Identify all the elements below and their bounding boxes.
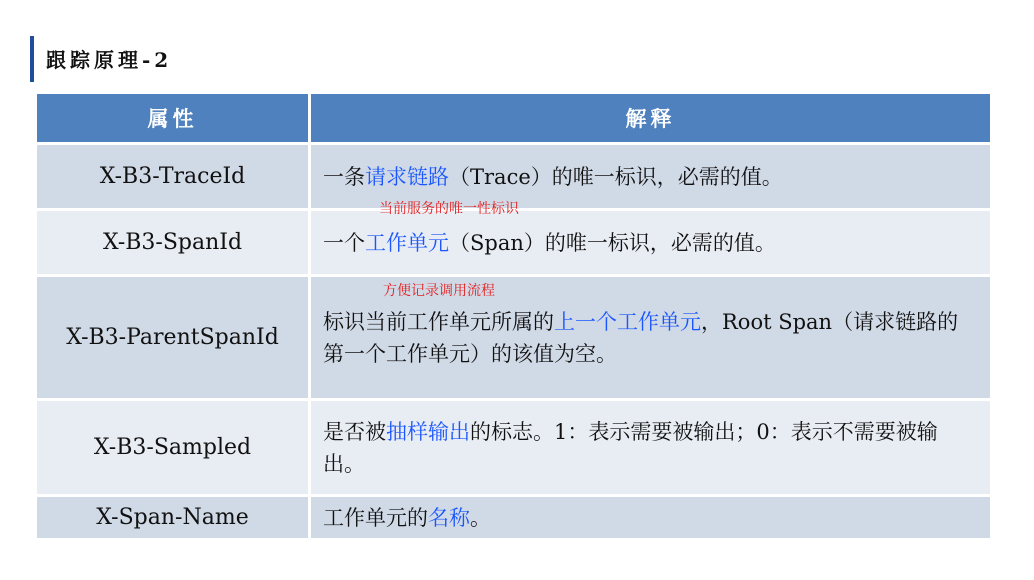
table-header-row	[36, 93, 992, 144]
desc-cell	[310, 144, 992, 210]
attr-cell: X-B3-Sampled	[36, 400, 310, 496]
desc-text: 的标志。1：表示需要被输出；0：表示不需要被输出。	[323, 419, 938, 476]
desc-text: 标识当前工作单元所属的	[323, 309, 554, 334]
attributes-table	[34, 91, 993, 541]
page-title: 跟踪原理-2	[46, 48, 173, 72]
desc-cell	[310, 201, 992, 276]
desc-text: 一条	[323, 164, 365, 189]
table-row	[36, 210, 992, 276]
desc-highlight: 上一个工作单元	[554, 309, 701, 334]
annotation-note: 方便记录调用流程	[383, 283, 495, 299]
attr-cell: X-B3-TraceId	[36, 144, 310, 210]
desc-text: ，Root Span（请求链路的第一个工作单元）的该值为空。	[323, 309, 959, 366]
desc-text: 一个	[323, 230, 365, 255]
desc-cell	[310, 276, 992, 400]
attr-cell: X-B3-ParentSpanId	[36, 276, 310, 400]
annotation-note: 当前服务的唯一性标识	[379, 201, 519, 217]
desc-cell	[310, 400, 992, 496]
desc-highlight: 名称	[428, 505, 470, 530]
table-row	[36, 144, 992, 210]
desc-text: （Span）的唯一标识，必需的值。	[449, 230, 776, 255]
desc-cell	[310, 496, 992, 540]
desc-highlight: 请求链路	[365, 164, 449, 189]
desc-highlight: 工作单元	[365, 230, 449, 255]
attr-cell: X-Span-Name	[36, 496, 310, 540]
desc-text: 。	[470, 505, 491, 530]
table-row	[36, 496, 992, 540]
attr-cell: X-B3-SpanId	[36, 210, 310, 276]
table-row	[36, 400, 992, 496]
desc-text: 工作单元的	[323, 505, 428, 530]
desc-text: 是否被	[323, 419, 386, 444]
desc-text: （Trace）的唯一标识，必需的值。	[449, 164, 783, 189]
header-attribute: 属性	[36, 93, 310, 144]
title-accent-bar	[30, 36, 34, 82]
header-explanation: 解释	[310, 93, 992, 144]
desc-highlight: 抽样输出	[386, 419, 470, 444]
table-row	[36, 276, 992, 400]
